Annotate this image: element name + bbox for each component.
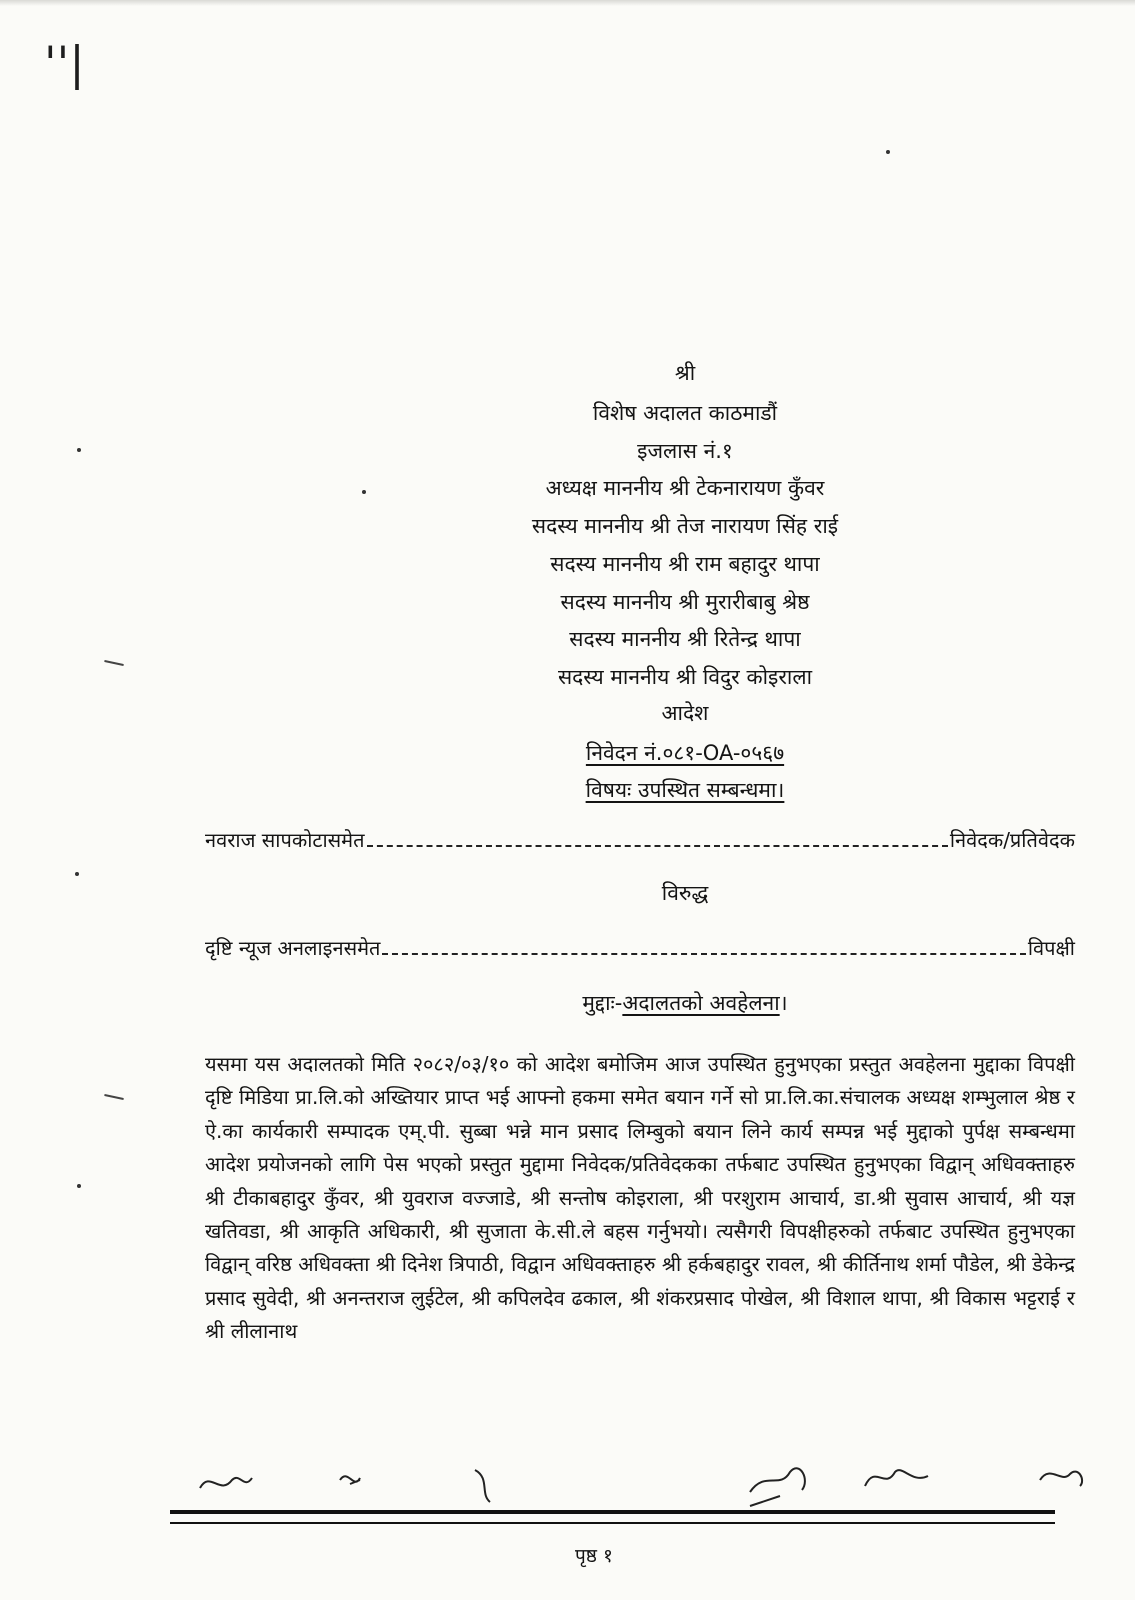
bench-member: सदस्य माननीय श्री रितेन्द्र थापा bbox=[569, 627, 801, 651]
scan-top-edge bbox=[0, 0, 1135, 6]
bench-member: सदस्य माननीय श्री मुरारीबाबु श्रेष्ठ bbox=[560, 590, 810, 614]
scan-mark bbox=[104, 1094, 124, 1100]
versus-label: विरुद्ध bbox=[661, 881, 709, 905]
bench-member: सदस्य माननीय श्री राम बहादुर थापा bbox=[550, 552, 820, 576]
petition-number-text: निवेदन नं.०८१-OA-०५६७ bbox=[585, 741, 785, 765]
bench-member: सदस्य माननीय श्री तेज नारायण सिंह राई bbox=[531, 514, 839, 538]
subject-line bbox=[470, 775, 900, 805]
respondent-name: दृष्टि न्यूज अनलाइनसमेत bbox=[205, 936, 381, 960]
signature-mark bbox=[200, 1478, 252, 1488]
case-suffix: । bbox=[779, 991, 788, 1015]
petitioner-row bbox=[205, 826, 1075, 853]
scan-speck bbox=[886, 150, 890, 154]
order-title: आदेश bbox=[661, 701, 709, 725]
petitioner-name: नवराज सापकोटासमेत bbox=[205, 828, 365, 852]
signatures bbox=[190, 1450, 1090, 1510]
court-name: विशेष अदालत काठमाडौं bbox=[592, 401, 778, 425]
page-number: पृष्ठ १ bbox=[575, 1545, 613, 1567]
honorific-shree: श्री bbox=[674, 361, 696, 385]
respondent-row bbox=[205, 934, 1075, 961]
scan-mark bbox=[104, 660, 124, 666]
case-prefix: मुद्दाः- bbox=[582, 991, 623, 1015]
subject-text: विषयः उपस्थित सम्बन्धमा। bbox=[585, 778, 785, 802]
scan-speck bbox=[362, 490, 366, 494]
footer-rule bbox=[170, 1510, 1055, 1524]
petition-number bbox=[470, 738, 900, 768]
bench-number: इजलास नं.१ bbox=[637, 439, 733, 463]
signature-mark bbox=[340, 1476, 360, 1484]
signature-mark bbox=[475, 1470, 490, 1502]
bench-chair: अध्यक्ष माननीय श्री टेकनारायण कुँवर bbox=[545, 476, 825, 500]
dash-leader bbox=[367, 845, 948, 847]
scan-speck bbox=[77, 448, 81, 452]
respondent-role: विपक्षी bbox=[1027, 936, 1075, 960]
margin-mark: ''| bbox=[44, 36, 85, 90]
signature-mark bbox=[865, 1470, 928, 1486]
order-body-paragraph: यसमा यस अदालतको मिति २०८२/०३/१० को आदेश बमोजिम आज उपस्थित हुनुभएका प्रस्तुत अवहेलना मुद्दाका विपक्षी दृष्टि मिडिया प्रा.लि.को अख्तियार प्राप्त भई आफ्नो हकमा समेत बयान गर्ने सो प्रा.लि.का.संचालक अध्यक्ष शम्भुलाल श्रेष्ठ र ऐ.का कार्यकारी सम्पादक एम्.पी. सुब्बा भन्ने मान प्रसाद लिम्बुको बयान लिने कार्य सम्पन्न भई मुद्दाको पुर्पक्ष सम्बन्धमा आदेश प्रयोजनको लागि पेस भएको प्रस्तुत मुद्दामा निवेदक/प्रतिवेदकका तर्फबाट उपस्थित हुनुभएका विद्वान् अधिवक्ताहरु श्री टीकाबहादुर कुँवर, श्री युवराज वज्जाडे, श्री सन्तोष कोइराला, श्री परशुराम आचार्य, डा.श्री सुवास आचार्य, श्री यज्ञ खतिवडा, श्री आकृति अधिकारी, श्री सुजाता के.सी.ले बहस गर्नुभयो। त्यसैगरी विपक्षीहरुको तर्फबाट उपस्थित हुनुभएका विद्वान् वरिष्ठ अधिवक्ता श्री दिनेश त्रिपाठी, विद्वान अधिवक्ताहरु श्री हर्कबहादुर रावल, श्री कीर्तिनाथ शर्मा पौडेल, श्री डेकेन्द्र प्रसाद सुवेदी, श्री अनन्तराज लुईटेल, श्री कपिलदेव ढकाल, श्री शंकरप्रसाद पोखेल, श्री विशाल थापा, श्री विकास भट्टराई र श्री लीलानाथ bbox=[205, 1052, 1075, 1344]
dash-leader bbox=[382, 953, 1025, 955]
scan-speck bbox=[75, 872, 79, 876]
signature-mark bbox=[1040, 1472, 1082, 1486]
signature-mark bbox=[750, 1468, 805, 1506]
bench-member: सदस्य माननीय श्री विदुर कोइराला bbox=[557, 665, 813, 689]
scan-speck bbox=[77, 1184, 81, 1188]
case-name: अदालतको अवहेलना bbox=[622, 991, 780, 1015]
case-line bbox=[470, 988, 900, 1018]
petitioner-role: निवेदक/प्रतिवेदक bbox=[949, 828, 1075, 852]
